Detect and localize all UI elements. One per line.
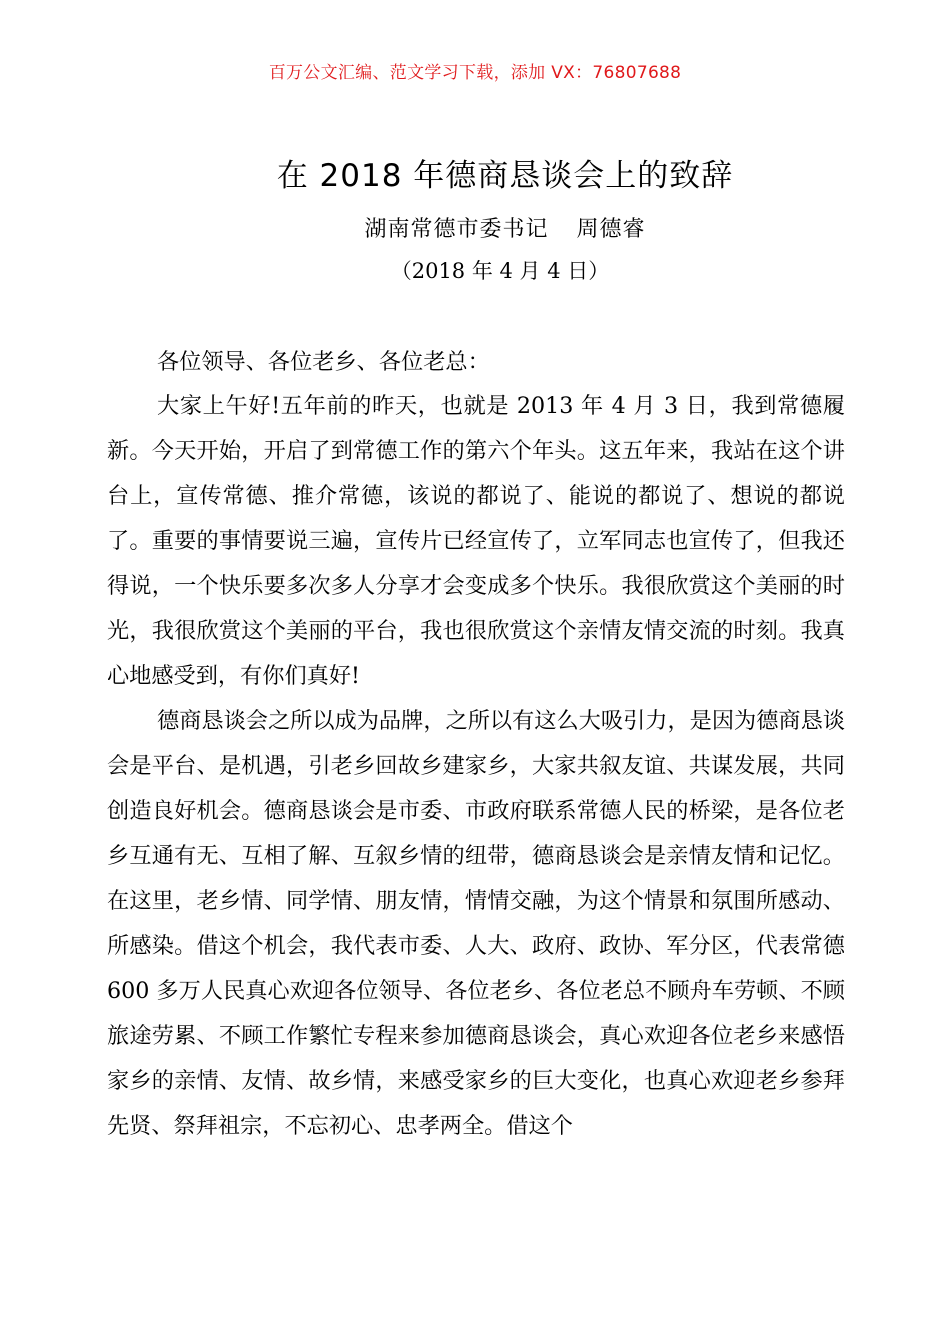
speech-body — [107, 340, 845, 1149]
author-org: 湖南常德市委书记 — [364, 217, 549, 242]
document-title: 在 2018 年德商恳谈会上的致辞 — [276, 158, 734, 194]
watermark-banner: 百万公文汇编、范文学习下载，添加 VX：76807688 — [268, 63, 682, 83]
paragraph-1: 大家上午好!五年前的昨天，也就是 2013 年 4 月 3 日，我到常德履新。今天开始，开启了到常德工作的第六个年头。这五年来，我站在这个讲台上，宣传常德、推介常德，该说的都说了、能说的都说了、想说的都说了。重要的事情要说三遍，宣传片已经宣传了，立军同志也宣传了，但我还得说，一个快乐要多次多人分享才会变成多个快乐。我很欣赏这个美丽的时光，我很欣赏这个美丽的平台，我也很欣赏这个亲情友情交流的时刻。我真心地感受到，有你们真好! — [107, 393, 845, 689]
author-name: 周德睿 — [576, 217, 646, 242]
paragraph-2: 德商恳谈会之所以成为品牌，之所以有这么大吸引力，是因为德商恳谈会是平台、是机遇，引老乡回故乡建家乡，大家共叙友谊、共谋发展，共同创造良好机会。德商恳谈会是市委、市政府联系常德人民的桥梁，是各位老乡互通有无、互相了解、互叙乡情的纽带，德商恳谈会是亲情友情和记忆。在这里，老乡情、同学情、朋友情，情情交融，为这个情景和氛围所感动、所感染。借这个机会，我代表市委、人大、政府、政协、军分区，代表常德 600 多万人民真心欢迎各位领导、各位老乡、各位老总不顾舟车劳顿、不顾旅途劳累、不顾工作繁忙专程来参加德商恳谈会，真心欢迎各位老乡来感悟家乡的亲情、友情、故乡情，来感受家乡的巨大变化，也真心欢迎老乡参拜先贤、祭拜祖宗，不忘初心、忠孝两全。借这个 — [107, 708, 845, 1139]
author-line — [0, 212, 950, 243]
speech-date: （2018 年 4 月 4 日） — [390, 259, 610, 283]
salutation: 各位领导、各位老乡、各位老总： — [157, 349, 490, 375]
